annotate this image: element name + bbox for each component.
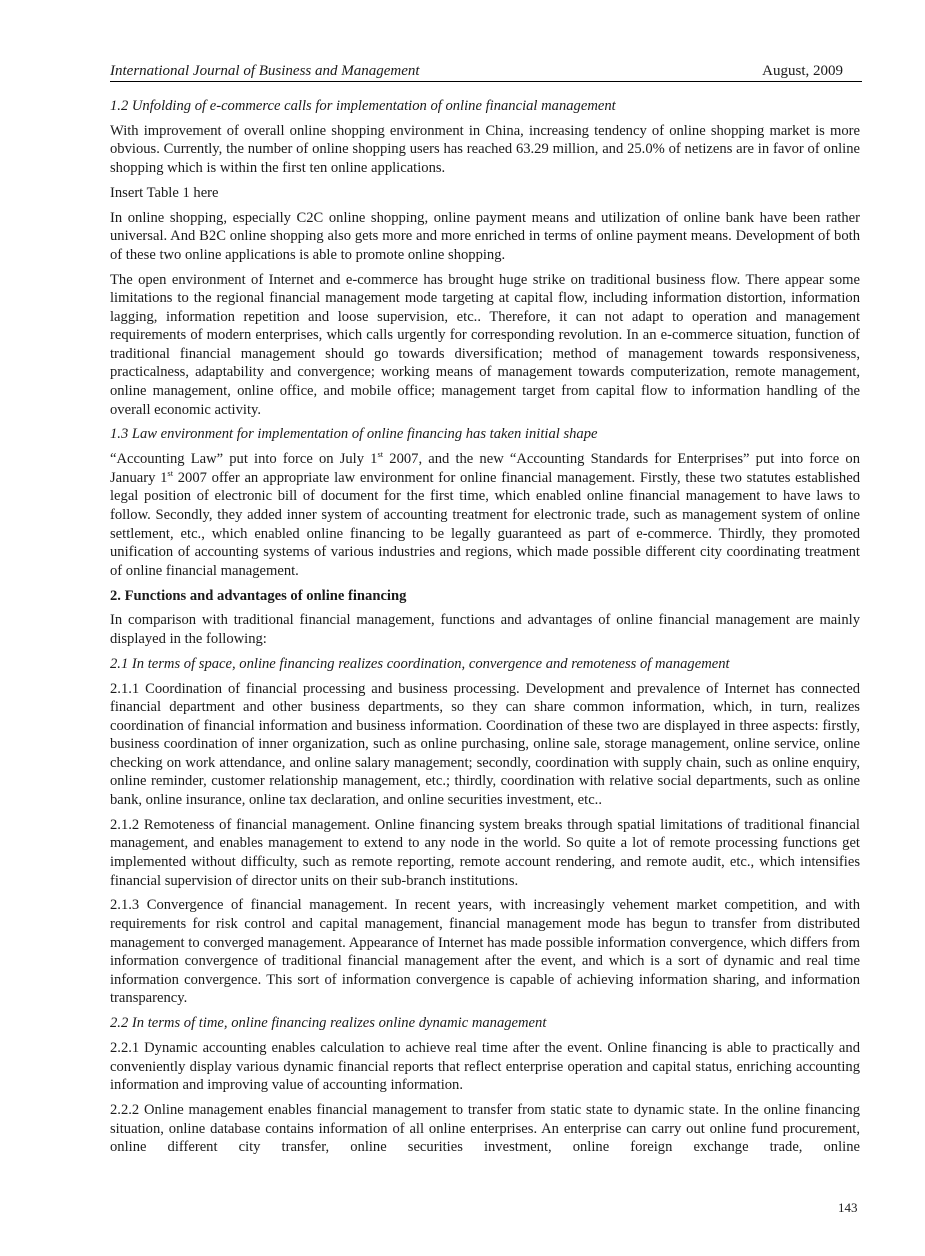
section-heading-1-3: 1.3 Law environment for implementation of online financing has taken initial shape — [110, 426, 598, 443]
section-heading-2-2: 2.2 In terms of time, online financing realizes online dynamic management — [110, 1015, 547, 1032]
paragraph: With improvement of overall online shopping environment in China, increasing tendency of online shopping market is more obvious. Currently, the number of online shopping users has reached 63.29 million, and 25.0% of netizens are in favor of online shopping which is within the first ten online applications. — [110, 122, 860, 176]
paragraph: 2.2.1 Dynamic accounting enables calculation to achieve real time after the event. Online financing is able to practically and conveniently display various dynamic financial reports that reflect enterprise operation and capital status, enriching accounting information and improving value of accounting information. — [110, 1039, 860, 1094]
text-run: 2007, and the new “Accounting Standards for Enterprises” put into force on January 1 — [110, 451, 860, 486]
table-placeholder-note: Insert Table 1 here — [110, 184, 219, 201]
paragraph: 2.2.2 Online management enables financial management to transfer from static state to dynamic state. In the online financing situation, online database contains information of all online enterprises. An enterprise can carry out online fund procurement, online different city transfer, online securities investment, online foreign exchange trade, online — [110, 1101, 860, 1156]
paragraph: 2.1.2 Remoteness of financial management. Online financing system breaks through spatial limitations of traditional financial management, and enables management to extend to any node in the world. So quite a lot of remote processing functions get implemented without difficulty, such as remote reporting, remote account rendering, and remote audit, etc., which intensifies financial supervision of director units on their sub-branch institutions. — [110, 816, 860, 889]
article-body — [110, 97, 860, 1163]
issue-date: August, 2009 — [762, 63, 843, 79]
journal-title: International Journal of Business and Management — [110, 63, 420, 79]
running-header — [110, 62, 862, 82]
paragraph: 2.1.3 Convergence of financial management. In recent years, with increasingly vehement market competition, and with requirements for risk control and capital management, financial management mode has begun to transfer from distributed management to converged management. Appearance of Internet has made possible information convergence, which differs from information convergence of traditional financial management after the event, and which is a sort of dynamic and real time information convergence. This sort of information convergence is capable of achieving information sharing, and information transparency. — [110, 897, 860, 1007]
paragraph: In online shopping, especially C2C online shopping, online payment means and utilization of online bank have been rather universal. And B2C online shopping also gets more and more enriched in terms of online payment means. Development of both of these two online applications is able to promote online shopping. — [110, 209, 860, 263]
page-number: 143 — [838, 1200, 858, 1215]
section-heading-2-1: 2.1 In terms of space, online financing realizes coordination, convergence and remoteness of management — [110, 655, 730, 672]
text-run: “Accounting Law” put into force on July 1 — [110, 451, 378, 468]
paragraph: The open environment of Internet and e-commerce has brought huge strike on traditional business flow. There appear some limitations to the regional financial management mode targeting at capital flow, including information distortion, information lagging, information repetition and loose supervision, etc.. Therefore, it can not adapt to operation and management requirements of modern enterprises, which calls urgently for corresponding revolution. In an e-commerce situation, function of traditional financial management should go towards diversification; method of management towards responsiveness, practicalness, adaptability and convergence; working means of management towards computerization, remote management, online management, online office, and mobile office; management target from capital flow to information handling of the overall economic activity. — [110, 271, 860, 418]
superscript: st — [377, 449, 384, 460]
paragraph — [110, 450, 860, 580]
text-run: 2007 offer an appropriate law environment for online financial management. Firstly, these two statutes established legal position of electronic bill of document for the first time, which enabled online financial management to have laws to follow. Secondly, they added inner system of accounting treatment for electronic trade, such as management system of online settlement, etc., which enabled online financing to be legally guaranteed as part of e-commerce. Thirdly, they promoted unification of accounting systems of various industries and regions, which made possible different city coordinating treatment of online financial management. — [110, 469, 860, 579]
paragraph: 2.1.1 Coordination of financial processing and business processing. Development and prevalence of Internet has connected financial department and other business departments, so they can share common information, which, in turn, realizes coordination of financial information and business information. Coordination of these two are displayed in three aspects: firstly, business coordination of inner organization, such as online purchasing, online sale, storage management, online service, online checking on work attendance, and online salary management; secondly, coordination with supply chain, such as online enquiry, online reminder, customer relationship management, etc.; thirdly, coordination with relative social departments, such as online bank, online insurance, online tax declaration, and online securities investment, etc.. — [110, 680, 860, 809]
section-heading-1-2: 1.2 Unfolding of e-commerce calls for implementation of online financial management — [110, 98, 616, 114]
paragraph: In comparison with traditional financial management, functions and advantages of online financial management are mainly displayed in the following: — [110, 612, 860, 647]
section-heading-2: 2. Functions and advantages of online financing — [110, 587, 407, 604]
superscript: st — [167, 467, 174, 478]
